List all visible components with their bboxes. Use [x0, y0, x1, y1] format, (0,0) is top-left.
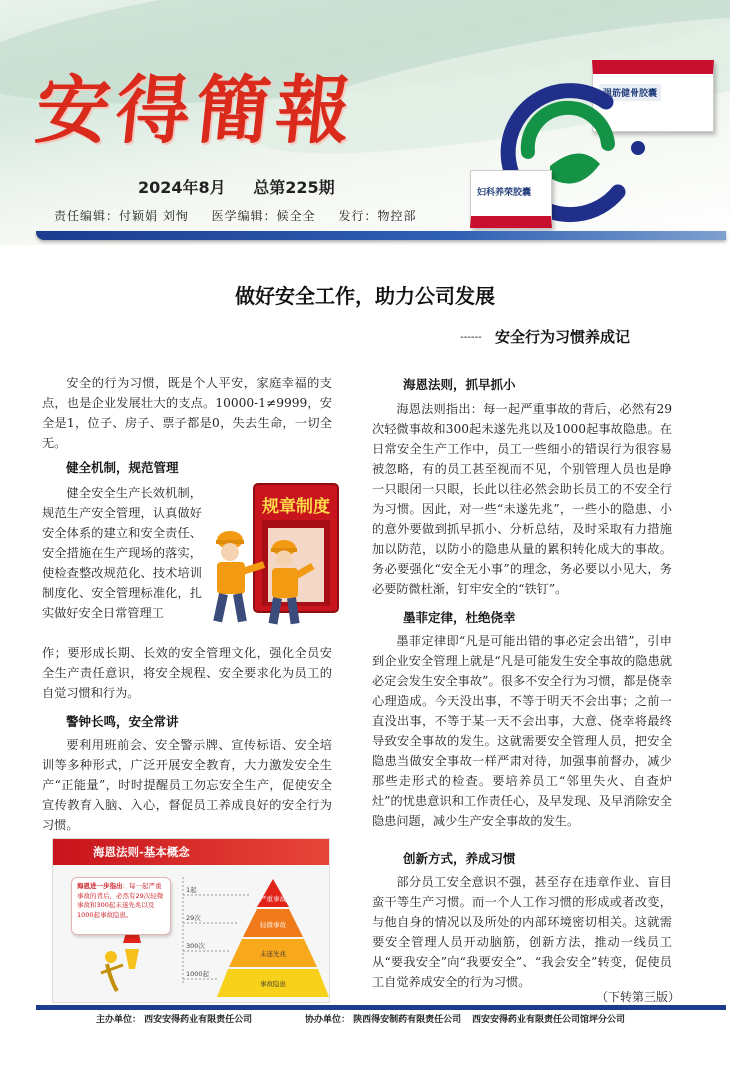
- masthead: [0, 0, 730, 245]
- continued-note: （下转第三版）: [596, 990, 681, 1004]
- section-heading-warning: 警钟长鸣，安全常讲: [66, 714, 179, 729]
- pyramid-note-body: ：每一起严重事故的背后，必然有29次轻微事故和300起未遂先兆以及1000起事故隐患。: [77, 882, 164, 919]
- footer-divider-bar: [36, 1005, 726, 1010]
- section-text-innovation: 部分员工安全意识不强，甚至存在违章作业、盲目蛮干等生产习惯。而一个人工作习惯的形成或者改变，与他自身的情况以及所处的内部环境密切相关。这就需要安全管理人员开动脑筋，创新方法，推动一线员工从“要我安全”向“我要安全”、“我会安全”转变，促使员工自觉养成安全的行为习惯。: [372, 875, 672, 989]
- rules-sign-text: 规章制度: [262, 497, 330, 517]
- product-box-bottom-label: 妇科养荣胶囊: [477, 188, 532, 198]
- figure-head-icon: [105, 951, 117, 963]
- pyramid-count-4: 1000起: [186, 970, 210, 978]
- section-text-warning: 要利用班前会、安全警示牌、宣传标语、安全培训等多种形式，广泛开展安全教育，大力激发安全生产“正能量”，时时提醒员工勿忘安全生产，促使安全宣传教育入脑、入心，督促员工养成良好的安全行为习惯。: [42, 738, 332, 832]
- editor-credit: 责任编辑：付颖娟 刘恂: [54, 209, 189, 223]
- pyramid-label-4: 事故隐患: [260, 980, 286, 988]
- safety-workers-illustration: [202, 478, 342, 643]
- intro-paragraph: 安全的行为习惯，既是个人平安，家庭幸福的支点，也是企业发展壮大的支点。10000-1≠9999，安全是1，位子、房子、票子都是0，失去生命，一切全无。: [42, 376, 332, 450]
- pyramid-title: 海恩法则-基本概念: [53, 839, 330, 865]
- footer-co-host: 协办单位： 陕西得安制药有限责任公司: [305, 1015, 462, 1025]
- issue-number: 总第225期: [253, 178, 335, 197]
- subtitle-text: 安全行为习惯养成记: [494, 328, 630, 346]
- pyramid-count-3: 300次: [186, 942, 205, 950]
- section-heading-heinrich: 海恩法则，抓早抓小: [403, 377, 516, 392]
- publisher-credit: 发行：物控部: [338, 209, 417, 223]
- product-box-top-label: 强筋健骨胶囊: [599, 84, 661, 101]
- article-title: 做好安全工作，助力公司发展: [235, 284, 495, 308]
- section-text-mechanism-part1: 健全安全生产长效机制，规范生产安全管理，认真做好安全体系的建立和安全责任、安全措施在生产现场的落实，使检查整改规范化、技术培训制度化、安全管理标准化，扎实做好安全日常管理工: [42, 486, 202, 620]
- section-text-murphy: 墨菲定律即“凡是可能出错的事必定会出错”，引申到企业安全管理上就是“凡是可能发生安全事故的隐患就必定会发生安全事故”。很多不安全行为习惯，都是侥幸心理造成。今天没出事，不等于明天不会出事；之前一直没出事，不等于某一天不会出事，大意、侥幸将最终导致安全事故的发生。这就需要安全管理人员，把安全隐患当做安全事故一样严肃对待，加强事前督办，减少那些走形式的检查。要培养员工“邻里失火、自查炉灶”的忧患意识和工作责任心，及早发现、及早消除安全隐患问题，减少生产安全事故的发生。: [372, 634, 672, 828]
- heinrich-pyramid-graphic: [52, 838, 330, 1003]
- section-heading-mechanism: 健全机制，规范管理: [66, 460, 179, 475]
- section-text-mechanism-part2: 作；要形成长期、长效的安全管理文化，强化全员安全生产责任意识，将安全规程、安全要求化为员工的自觉习惯和行为。: [42, 646, 332, 700]
- medical-editor-credit: 医学编辑：候全全: [211, 209, 316, 223]
- pyramid-note: [71, 877, 171, 935]
- pyramid-label-1: 严重事故: [260, 895, 286, 903]
- issue-date: 2024年8月: [138, 178, 226, 197]
- product-box-bottom: [470, 170, 552, 228]
- subtitle-dash: ------: [460, 332, 482, 343]
- issue-line: [138, 175, 335, 198]
- pyramid-count-1: 1起: [186, 886, 197, 894]
- pyramid-count-2: 29次: [186, 914, 201, 922]
- editors-line: [54, 207, 435, 224]
- pyramid-label-2: 轻微事故: [260, 921, 286, 929]
- section-text-heinrich: 海恩法则指出：每一起严重事故的背后，必然有29次轻微事故和300起未遂先兆以及1000起事故隐患。在日常安全生产工作中，员工一些细小的错误行为很容易被忽略，有的员工甚至视而不见，个别管理人员也是睁一只眼闭一只眼，长此以往必然会助长员工的不安全行为习惯。因此，对一些“未遂先兆”，一些小的隐患、小的意外要做到抓早抓小、分析总结，及时采取有力措施加以防范，以防小的隐患从量的累积转化成大的事故。务必要强化“安全无小事”的理念，务必要以小见大，务必要防微杜渐，钉牢安全的“铁钉”。: [372, 402, 672, 596]
- pyramid-label-3: 未遂先兆: [260, 950, 286, 958]
- footer-branch: 西安安得药业有限责任公司馆坪分公司: [472, 1015, 626, 1025]
- section-heading-innovation: 创新方式，养成习惯: [403, 851, 516, 866]
- article-subtitle: [460, 326, 630, 347]
- pyramid-note-strong: 海恩进一步指出: [77, 882, 123, 890]
- footer-host: 主办单位： 西安安得药业有限责任公司: [96, 1015, 253, 1025]
- newspaper-title: 安得簡報: [31, 68, 361, 154]
- masthead-divider-bar: [36, 231, 726, 240]
- section-heading-murphy: 墨菲定律，杜绝侥幸: [403, 610, 516, 625]
